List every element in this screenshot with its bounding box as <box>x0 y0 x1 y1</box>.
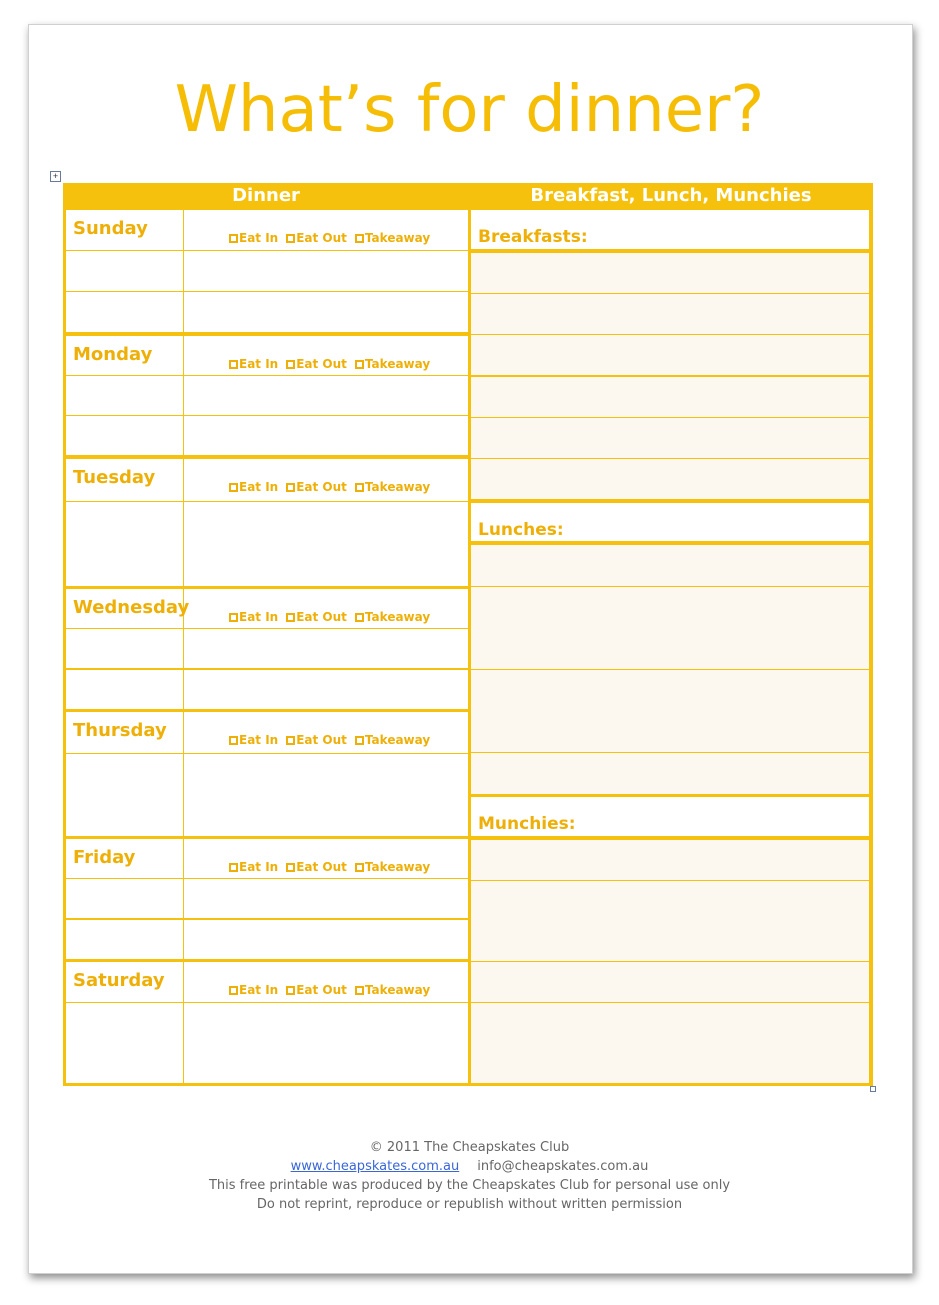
checkbox-icon[interactable] <box>229 234 238 243</box>
checkbox-icon[interactable] <box>355 483 364 492</box>
footer-usage-note: This free printable was produced by the Cheapskates Club for personal use only <box>208 1178 731 1193</box>
meal-entry-cell[interactable] <box>184 879 468 918</box>
day-label-cell <box>66 1043 183 1083</box>
munchies-entry-row[interactable] <box>471 921 869 961</box>
option-takeaway[interactable] <box>355 860 430 874</box>
table-resize-handle-icon[interactable] <box>870 1086 876 1092</box>
meal-entry-cell[interactable] <box>184 502 468 544</box>
checkbox-icon[interactable] <box>286 863 295 872</box>
option-eat-out[interactable] <box>286 480 347 494</box>
day-label-cell <box>66 544 183 586</box>
table-move-handle-icon[interactable]: + <box>50 171 61 182</box>
option-eat-in[interactable] <box>229 610 278 624</box>
option-label: Eat Out <box>296 357 347 371</box>
day-label-cell <box>66 920 183 959</box>
option-eat-in[interactable] <box>229 733 278 747</box>
day-label-cell <box>66 416 183 455</box>
option-eat-in[interactable] <box>229 480 278 494</box>
footer-copyright-note: Do not reprint, reproduce or republish without written permission <box>256 1197 683 1212</box>
option-label: Eat In <box>239 983 279 997</box>
meal-entry-cell[interactable] <box>184 416 468 455</box>
option-label: Eat In <box>239 733 279 747</box>
option-eat-out[interactable] <box>286 610 347 624</box>
option-label: Eat Out <box>296 860 347 874</box>
option-label: Eat In <box>239 480 279 494</box>
dinner-options <box>229 357 438 371</box>
day-label-cell <box>66 754 183 795</box>
checkbox-icon[interactable] <box>286 234 295 243</box>
option-eat-out[interactable] <box>286 860 347 874</box>
option-takeaway[interactable] <box>355 231 430 245</box>
meal-entry-cell[interactable] <box>184 920 468 959</box>
day-label-cell <box>66 251 183 291</box>
dinner-options <box>229 610 438 624</box>
munchies-entry-row[interactable] <box>471 1003 869 1043</box>
dinner-options <box>229 733 438 747</box>
option-takeaway[interactable] <box>355 733 430 747</box>
breakfast-entry-row[interactable] <box>471 335 869 375</box>
option-eat-in[interactable] <box>229 983 278 997</box>
lunch-entry-row[interactable] <box>471 545 869 586</box>
checkbox-icon[interactable] <box>355 613 364 622</box>
meal-entry-cell[interactable] <box>184 292 468 332</box>
munchies-entry-row[interactable] <box>471 840 869 880</box>
meal-planner-table <box>63 183 873 1086</box>
lunch-entry-row[interactable] <box>471 753 869 794</box>
option-label: Eat In <box>239 357 279 371</box>
option-label: Eat Out <box>296 610 347 624</box>
footer-copyright: © 2011 The Cheapskates Club <box>369 1140 570 1155</box>
breakfasts-label: Breakfasts: <box>478 227 588 247</box>
option-label: Eat Out <box>296 480 347 494</box>
day-label-wednesday: Wednesday <box>73 597 190 618</box>
breakfast-entry-row[interactable] <box>471 294 869 334</box>
breakfast-entry-row[interactable] <box>471 253 869 293</box>
checkbox-icon[interactable] <box>286 986 295 995</box>
option-label: Eat In <box>239 860 279 874</box>
page-title: What’s for dinner? <box>174 73 765 147</box>
option-label: Eat In <box>239 231 279 245</box>
breakfast-lunch-munchies-header: Breakfast, Lunch, Munchies <box>530 185 812 206</box>
option-label: Takeaway <box>364 231 431 245</box>
option-eat-in[interactable] <box>229 231 278 245</box>
lunches-label: Lunches: <box>478 520 564 540</box>
day-label-cell <box>66 502 183 544</box>
checkbox-icon[interactable] <box>286 736 295 745</box>
meal-entry-cell[interactable] <box>184 544 468 586</box>
meal-entry-cell[interactable] <box>184 629 468 668</box>
day-label-cell <box>66 629 183 668</box>
day-label-tuesday: Tuesday <box>73 467 156 488</box>
checkbox-icon[interactable] <box>355 736 364 745</box>
option-eat-in[interactable] <box>229 357 278 371</box>
munchies-label: Munchies: <box>478 814 576 834</box>
dinner-options <box>229 480 438 494</box>
day-label-cell <box>66 1003 183 1043</box>
footer-contact-line <box>0 1157 939 1176</box>
breakfast-entry-row[interactable] <box>471 377 869 417</box>
option-eat-out[interactable] <box>286 983 347 997</box>
lunch-entry-row[interactable] <box>471 628 869 669</box>
meal-entry-cell[interactable] <box>184 1003 468 1043</box>
day-label-cell <box>66 292 183 332</box>
option-takeaway[interactable] <box>355 357 430 371</box>
breakfast-entry-row[interactable] <box>471 459 869 499</box>
day-label-monday: Monday <box>73 344 153 365</box>
checkbox-icon[interactable] <box>286 613 295 622</box>
meal-entry-cell[interactable] <box>184 754 468 795</box>
lunch-entry-row[interactable] <box>471 670 869 711</box>
meal-entry-cell[interactable] <box>184 376 468 415</box>
option-label: Takeaway <box>364 860 431 874</box>
checkbox-icon[interactable] <box>286 360 295 369</box>
checkbox-icon[interactable] <box>229 986 238 995</box>
dinner-options <box>229 983 438 997</box>
option-label: Takeaway <box>364 610 431 624</box>
day-label-friday: Friday <box>73 847 136 868</box>
munchies-entry-row[interactable] <box>471 962 869 1002</box>
day-label-cell <box>66 795 183 836</box>
option-label: Eat Out <box>296 983 347 997</box>
option-label: Takeaway <box>364 480 431 494</box>
day-label-cell <box>66 670 183 709</box>
option-takeaway[interactable] <box>355 983 430 997</box>
day-label-sunday: Sunday <box>73 218 148 239</box>
option-label: Takeaway <box>364 983 431 997</box>
day-label-thursday: Thursday <box>73 720 167 741</box>
munchies-entry-row[interactable] <box>471 1043 869 1083</box>
option-eat-in[interactable] <box>229 860 278 874</box>
breakfast-entry-row[interactable] <box>471 418 869 458</box>
checkbox-icon[interactable] <box>229 483 238 492</box>
checkbox-icon[interactable] <box>286 483 295 492</box>
option-takeaway[interactable] <box>355 610 430 624</box>
option-label: Eat Out <box>296 231 347 245</box>
lunch-entry-row[interactable] <box>471 587 869 628</box>
checkbox-icon[interactable] <box>229 736 238 745</box>
checkbox-icon[interactable] <box>355 234 364 243</box>
checkbox-icon[interactable] <box>355 986 364 995</box>
checkbox-icon[interactable] <box>229 360 238 369</box>
dinner-options <box>229 231 438 245</box>
option-label: Takeaway <box>364 733 431 747</box>
checkbox-icon[interactable] <box>229 863 238 872</box>
website-link[interactable]: www.cheapskates.com.au <box>290 1159 460 1174</box>
dinner-header: Dinner <box>232 185 300 206</box>
meal-entry-cell[interactable] <box>184 670 468 709</box>
footer <box>0 1138 939 1214</box>
meal-entry-cell[interactable] <box>184 795 468 836</box>
day-label-cell <box>66 879 183 918</box>
option-label: Eat In <box>239 610 279 624</box>
option-eat-out[interactable] <box>286 357 347 371</box>
lunch-entry-row[interactable] <box>471 711 869 752</box>
option-label: Eat Out <box>296 733 347 747</box>
checkbox-icon[interactable] <box>355 863 364 872</box>
meal-entry-cell[interactable] <box>184 251 468 291</box>
munchies-entry-row[interactable] <box>471 881 869 921</box>
option-eat-out[interactable] <box>286 231 347 245</box>
day-label-cell <box>66 376 183 415</box>
day-label-saturday: Saturday <box>73 970 165 991</box>
meal-entry-cell[interactable] <box>184 1043 468 1083</box>
checkbox-icon[interactable] <box>229 613 238 622</box>
email-text: info@cheapskates.com.au <box>477 1159 649 1174</box>
option-takeaway[interactable] <box>355 480 430 494</box>
option-eat-out[interactable] <box>286 733 347 747</box>
option-label: Takeaway <box>364 357 431 371</box>
checkbox-icon[interactable] <box>355 360 364 369</box>
dinner-options <box>229 860 438 874</box>
